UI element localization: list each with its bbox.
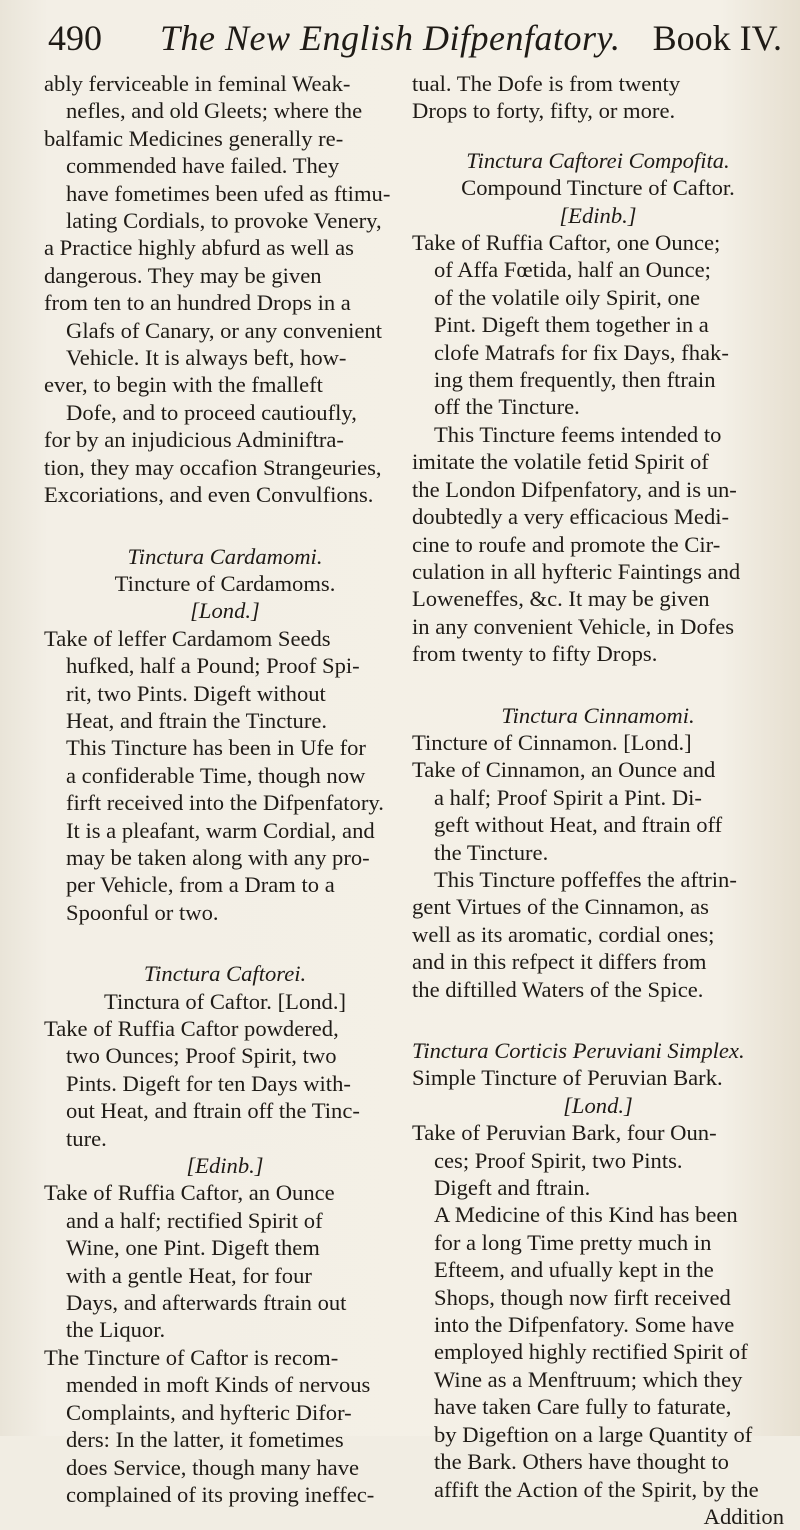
text-line: Spoonful or two. — [66, 899, 219, 925]
recipe-english-title: Compound Tincture of Caftor. — [461, 175, 735, 201]
text-line: well as its aromatic, cordial ones; — [412, 921, 715, 947]
text-line: ture. — [66, 1125, 107, 1151]
text-line: employed highly rectified Spirit of — [434, 1339, 748, 1365]
text-line: Wine, one Pint. Digeft them — [66, 1235, 320, 1261]
text-line: of the volatile oily Spirit, one — [434, 284, 701, 310]
text-line: a Practice highly abfurd as well as — [44, 235, 354, 261]
right-column — [412, 70, 784, 1530]
text-line: Vehicle. It is always beft, how- — [66, 345, 347, 371]
text-line: hufked, half a Pound; Proof Spi- — [66, 653, 360, 679]
text-line: the Bark. Others have thought to — [434, 1449, 729, 1475]
text-line: This Tincture has been in Ufe for — [66, 735, 366, 761]
recipe-source: [Edinb.] — [186, 1153, 264, 1179]
recipe-latin-title: Tinctura Caftorei Compofita. — [466, 147, 730, 173]
text-line: per Vehicle, from a Dram to a — [66, 872, 335, 898]
text-line: Take of Ruffia Caftor, an Ounce — [44, 1180, 335, 1206]
text-line: tual. The Dofe is from twenty — [412, 71, 681, 96]
text-line: and a half; rectified Spirit of — [66, 1207, 323, 1233]
page-number: 490 — [48, 18, 102, 58]
text-line: Dofe, and to proceed cautioufly, — [66, 399, 357, 425]
spacer — [44, 926, 406, 960]
recipe-latin-title: Tinctura Caftorei. — [143, 961, 307, 987]
text-line: of Affa Fœtida, half an Ounce; — [434, 257, 711, 283]
recipe-source: [Lond.] — [563, 1092, 633, 1118]
text-line: Glafs of Canary, or any convenient — [66, 317, 382, 343]
text-line: a confiderable Time, though now — [66, 762, 366, 788]
text-line: cine to roufe and promote the Cir- — [412, 531, 721, 557]
text-line: ing them frequently, then ftrain — [434, 367, 716, 393]
recipe-english-title: Tinctura of Caftor. [Lond.] — [103, 988, 346, 1014]
text-line: Excoriations, and even Convulfions. — [44, 482, 374, 508]
text-line: ces; Proof Spirit, two Pints. — [434, 1147, 683, 1173]
text-line: gent Virtues of the Cinnamon, as — [412, 894, 709, 920]
text-line: the Tincture. — [434, 839, 549, 865]
text-line: Loweneffes, &c. It may be given — [412, 586, 710, 612]
running-header — [48, 14, 786, 62]
text-line: two Ounces; Proof Spirit, two — [66, 1043, 337, 1069]
text-line: have taken Care fully to faturate, — [434, 1394, 732, 1420]
text-line: firft received into the Difpenfatory. — [66, 790, 384, 816]
text-line: balfamic Medicines generally re- — [44, 125, 344, 151]
text-line: A Medicine of this Kind has been — [434, 1202, 738, 1228]
text-line: ably ferviceable in feminal Weak- — [44, 71, 351, 96]
text-line: Digeft and ftrain. — [434, 1175, 591, 1201]
recipe-latin-title: Tinctura Cardamomi. — [127, 543, 323, 569]
text-line: from ten to an hundred Drops in a — [44, 290, 351, 316]
text-line: have fometimes been ufed as ftimu- — [66, 180, 391, 206]
text-line: affift the Action of the Spirit, by the — [434, 1476, 759, 1502]
text-line: commended have failed. They — [66, 153, 340, 179]
text-line: Complaints, and hyfteric Difor- — [66, 1399, 352, 1425]
catchword: Addition — [703, 1503, 784, 1529]
text-line: off the Tincture. — [434, 394, 580, 420]
text-line: ever, to begin with the fmalleft — [44, 372, 323, 398]
recipe-english-title: Tincture of Cinnamon. [Lond.] — [412, 729, 692, 755]
text-line: Shops, though now firft received — [434, 1284, 731, 1310]
text-line: doubtedly a very efficacious Medi- — [412, 504, 730, 530]
text-line: clofe Matrafs for fix Days, fhak- — [434, 339, 729, 365]
text-line: by Digeftion on a large Quantity of — [434, 1421, 753, 1447]
recipe-source: [Lond.] — [190, 598, 260, 624]
text-line: Take of leffer Cardamom Seeds — [44, 625, 331, 651]
text-line: mended in moft Kinds of nervous — [66, 1372, 371, 1398]
text-line: complained of its proving ineffec- — [66, 1481, 375, 1507]
text-line: Days, and afterwards ftrain out — [66, 1290, 347, 1316]
text-line: Heat, and ftrain the Tincture. — [66, 707, 328, 733]
text-line: lating Cordials, to provoke Venery, — [66, 208, 382, 234]
left-column — [44, 70, 406, 1508]
recipe-english-title: Simple Tincture of Peruvian Bark. — [412, 1065, 723, 1091]
book-label: Book IV. — [652, 18, 782, 58]
text-line: Wine as a Menftruum; which they — [434, 1366, 743, 1392]
text-line: culation in all hyfteric Faintings and — [412, 558, 741, 584]
text-line: dangerous. They may be given — [44, 262, 322, 288]
text-line: geft without Heat, and ftrain off — [434, 812, 723, 838]
text-line: Take of Cinnamon, an Ounce and — [412, 757, 716, 783]
text-line: Efteem, and ufually kept in the — [434, 1257, 714, 1283]
text-line: and in this refpect it differs from — [412, 949, 707, 975]
text-line: This Tincture poffeffes the aftrin- — [434, 866, 737, 892]
text-line: Pints. Digeft for ten Days with- — [66, 1070, 351, 1096]
recipe-latin-title: Tinctura Corticis Peruviani Simplex. — [412, 1038, 745, 1063]
text-line: imitate the volatile fetid Spirit of — [412, 449, 709, 475]
text-line: from twenty to fifty Drops. — [412, 641, 658, 667]
text-line: It is a pleafant, warm Cordial, and — [66, 817, 375, 843]
text-line: Take of Ruffia Caftor, one Ounce; — [412, 230, 721, 256]
text-line: may be taken along with any pro- — [66, 844, 370, 870]
text-line: the London Difpenfatory, and is un- — [412, 476, 737, 502]
text-line: for by an injudicious Adminiftra- — [44, 427, 344, 453]
text-line: a half; Proof Spirit a Pint. Di- — [434, 784, 702, 810]
text-line: Pint. Digeft them together in a — [434, 312, 709, 338]
running-title: The New English Difpenfatory. — [160, 18, 621, 58]
text-line: The Tincture of Caftor is recom- — [44, 1344, 339, 1370]
recipe-english-title: Tincture of Cardamoms. — [114, 570, 336, 596]
spacer — [44, 509, 406, 543]
text-line: nefles, and old Gleets; where the — [66, 98, 363, 124]
text-line: into the Difpenfatory. Some have — [434, 1312, 735, 1338]
text-line: rit, two Pints. Digeft without — [66, 680, 326, 706]
text-line: the diftilled Waters of the Spice. — [412, 976, 704, 1002]
text-line: tion, they may occafion Strangeuries, — [44, 454, 382, 480]
text-line: This Tincture feems intended to — [434, 421, 722, 447]
text-line: does Service, though many have — [66, 1454, 360, 1480]
text-line: Take of Peruvian Bark, four Oun- — [412, 1120, 717, 1146]
spacer — [412, 668, 784, 702]
spacer — [412, 125, 784, 147]
text-line: with a gentle Heat, for four — [66, 1262, 312, 1288]
text-line: out Heat, and ftrain off the Tinc- — [66, 1098, 360, 1124]
text-line: Take of Ruffia Caftor powdered, — [44, 1016, 339, 1041]
recipe-source: [Edinb.] — [559, 202, 637, 228]
spacer — [412, 1003, 784, 1037]
recipe-latin-title: Tinctura Cinnamomi. — [501, 702, 695, 728]
text-line: in any convenient Vehicle, in Dofes — [412, 613, 735, 639]
text-line: ders: In the latter, it fometimes — [66, 1427, 344, 1453]
text-line: the Liquor. — [66, 1317, 166, 1343]
text-line: for a long Time pretty much in — [434, 1229, 712, 1255]
text-line: Drops to forty, fifty, or more. — [412, 98, 676, 124]
